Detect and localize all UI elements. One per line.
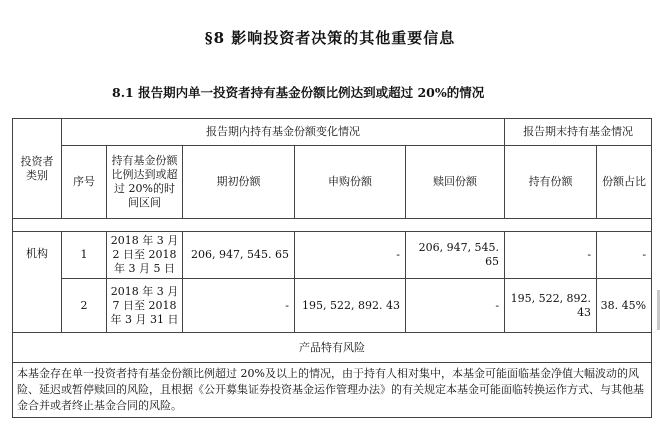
row-redeem: - <box>406 279 505 333</box>
header-investor-type: 投资者类别 <box>13 119 62 219</box>
header-group-change: 报告期内持有基金份额变化情况 <box>62 119 505 146</box>
header-subscribe: 申购份额 <box>295 146 406 219</box>
row-seq: 1 <box>62 232 107 279</box>
header-ratio: 份额占比 <box>597 146 652 219</box>
row-subscribe: - <box>295 232 406 279</box>
row-subscribe: 195, 522, 892. 43 <box>295 279 406 333</box>
sub-title: 8.1 报告期内单一投资者持有基金份额比例达到或超过 20%的情况 <box>112 85 485 100</box>
investor-holding-table <box>12 118 652 418</box>
section-title: §8 影响投资者决策的其他重要信息 <box>204 29 456 47</box>
row-redeem: 206, 947, 545. 65 <box>406 232 505 279</box>
header-begin: 期初份额 <box>183 146 295 219</box>
header-interval: 持有基金份额比例达到或超过 20%的时间区间 <box>107 146 183 219</box>
table-row <box>13 279 652 333</box>
header-redeem: 赎回份额 <box>406 146 505 219</box>
row-ratio: 38. 45% <box>597 279 652 333</box>
row-seq: 2 <box>62 279 107 333</box>
row-interval: 2018 年 3 月 7 日至 2018 年 3 月 31 日 <box>107 279 183 333</box>
row-ratio: - <box>597 232 652 279</box>
table-row <box>13 232 652 279</box>
page-gap <box>13 219 652 232</box>
risk-text: 本基金存在单一投资者持有基金份额比例超过 20%及以上的情况，由于持有人相对集中，本基金可能面临基金净值大幅波动的风险、延迟或暂停赎回的风险，且根据《公开募集证券投资基金运作管理办法》的有关规定本基金可能面临转换运作方式、与其他基金合并或者终止基金合同的风险。 <box>13 363 652 418</box>
row-begin: 206, 947, 545. 65 <box>183 232 295 279</box>
row-holding: - <box>505 232 597 279</box>
header-seq: 序号 <box>62 146 107 219</box>
header-holding: 持有份额 <box>505 146 597 219</box>
row-holding: 195, 522, 892. 43 <box>505 279 597 333</box>
row-begin: - <box>183 279 295 333</box>
investor-type-cell: 机构 <box>13 232 62 333</box>
row-interval: 2018 年 3 月 2 日至 2018 年 3 月 5 日 <box>107 232 183 279</box>
header-group-end: 报告期末持有基金情况 <box>505 119 652 146</box>
risk-title: 产品特有风险 <box>13 333 652 363</box>
